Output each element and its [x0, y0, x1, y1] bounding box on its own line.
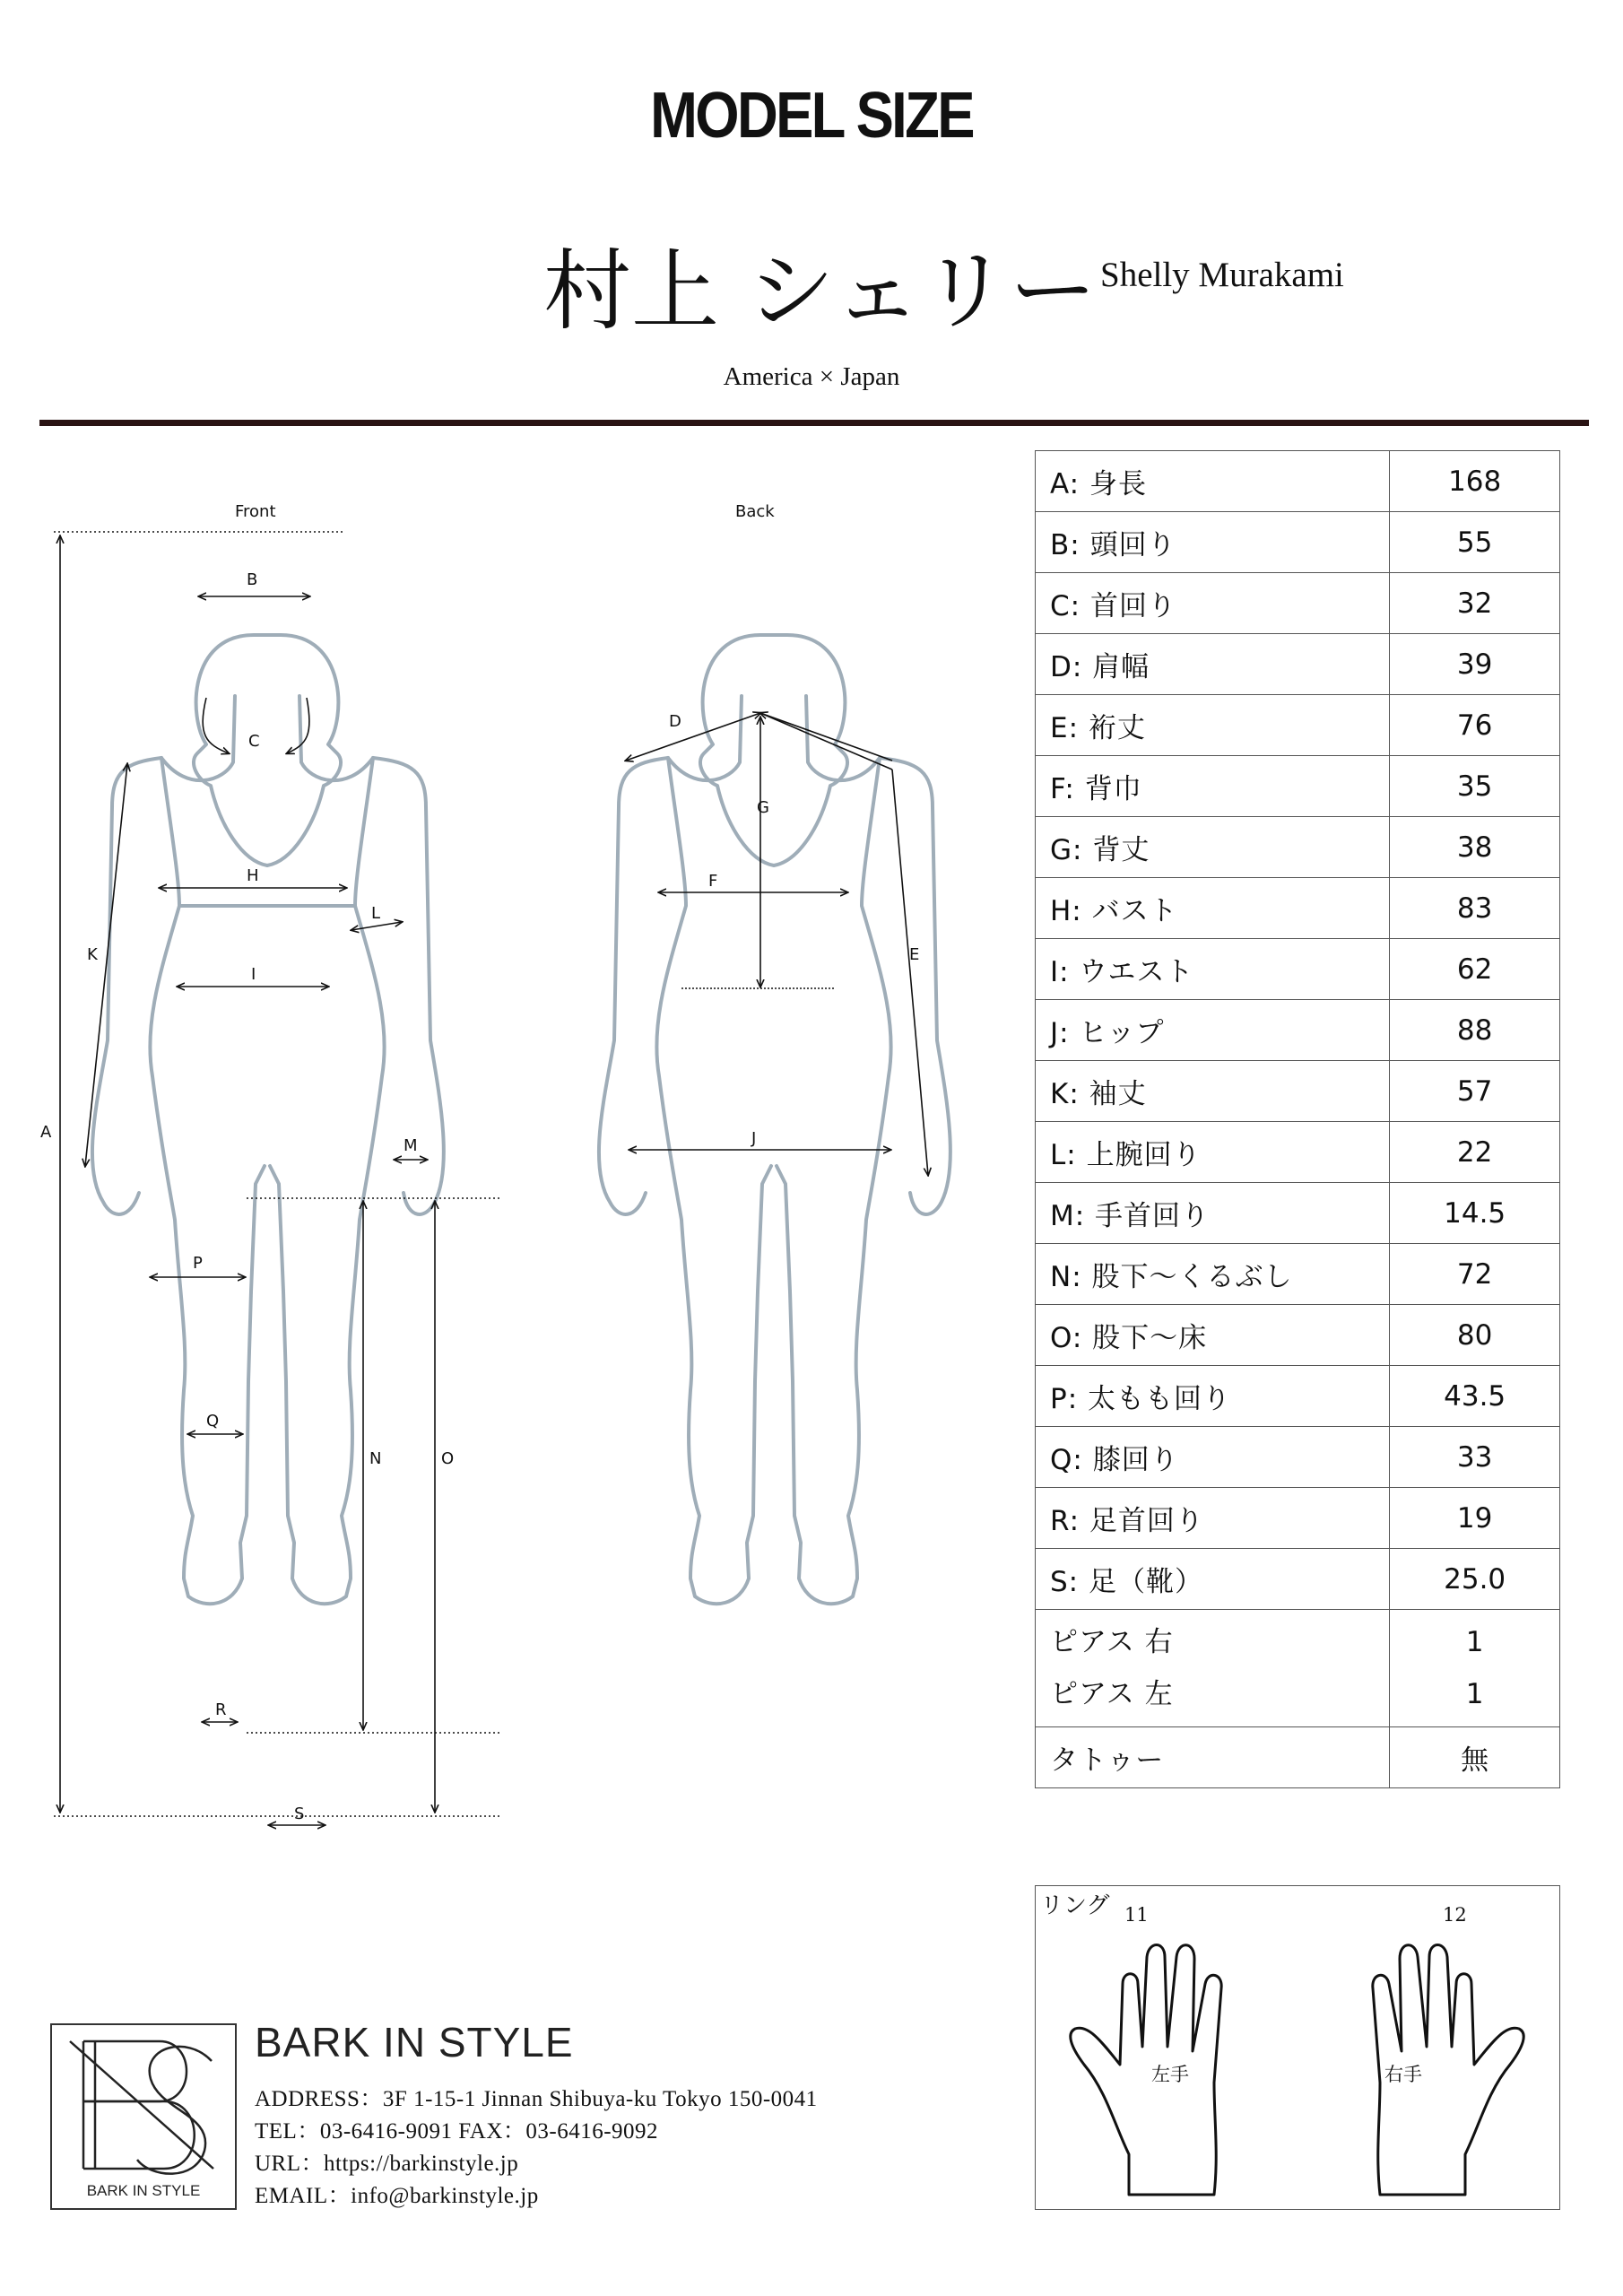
marker-n: N	[369, 1449, 382, 1468]
company-logo	[50, 2023, 237, 2210]
measurement-label: M: 手首回り	[1036, 1183, 1390, 1244]
model-name-en: Shelly Murakami	[1100, 256, 1344, 294]
measurement-label: D: 肩幅	[1036, 634, 1390, 695]
front-body-outline	[92, 635, 444, 1604]
piercing-left-label: ピアス 左	[1050, 1678, 1174, 1710]
measurement-label: J: ヒップ	[1036, 1000, 1390, 1061]
company-name: BARK IN STYLE	[255, 2019, 574, 2066]
company-tel-fax: TEL：03-6416-9091 FAX：03-6416-9092	[255, 2119, 659, 2144]
marker-d: D	[669, 712, 681, 731]
back-label: Back	[735, 502, 775, 521]
measurement-row	[1036, 695, 1560, 756]
measurement-label: Q: 膝回り	[1036, 1427, 1390, 1488]
measurement-value: 35	[1390, 756, 1560, 817]
header-divider	[39, 420, 1589, 426]
measurement-row	[1036, 573, 1560, 634]
right-hand-label: 右手	[1384, 2064, 1422, 2085]
marker-r: R	[215, 1700, 227, 1719]
measurement-label: P: 太もも回り	[1036, 1366, 1390, 1427]
measurement-row	[1036, 878, 1560, 939]
piercing-right-label: ピアス 右	[1050, 1626, 1174, 1658]
company-email[interactable]: EMAIL：info@barkinstyle.jp	[255, 2184, 539, 2208]
logo-text: BARK IN STYLE	[86, 2182, 201, 2199]
measurement-row	[1036, 1366, 1560, 1427]
measurement-row	[1036, 1427, 1560, 1488]
measurement-value: 19	[1390, 1488, 1560, 1549]
marker-a: A	[40, 1123, 52, 1142]
measurement-value: 43.5	[1390, 1366, 1560, 1427]
model-origin: America × Japan	[723, 362, 900, 391]
measurement-row	[1036, 1549, 1560, 1610]
right-ring-size: 12	[1443, 1904, 1467, 1926]
marker-l: L	[371, 904, 381, 923]
marker-c: C	[248, 732, 260, 751]
front-label: Front	[235, 502, 276, 521]
measurement-value: 55	[1390, 512, 1560, 573]
measurement-label: B: 頭回り	[1036, 512, 1390, 573]
measurement-label: R: 足首回り	[1036, 1488, 1390, 1549]
measurement-label: K: 袖丈	[1036, 1061, 1390, 1122]
piercing-row	[1036, 1610, 1560, 1727]
left-hand-label: 左手	[1151, 2064, 1189, 2085]
marker-p: P	[193, 1254, 203, 1273]
measurement-label: G: 背丈	[1036, 817, 1390, 878]
measurement-row	[1036, 1244, 1560, 1305]
measurement-row	[1036, 939, 1560, 1000]
marker-f: F	[708, 872, 718, 891]
hands-illustration	[1035, 1885, 1560, 2210]
marker-h: H	[247, 866, 259, 885]
marker-j: J	[751, 1129, 757, 1148]
bis-logo-icon	[52, 2025, 235, 2208]
measurement-value: 32	[1390, 573, 1560, 634]
marker-o: O	[441, 1449, 455, 1468]
marker-g: G	[757, 798, 769, 817]
piercing-left-value: 1	[1465, 1678, 1484, 1710]
body-measurement-diagram	[27, 484, 968, 1848]
measurement-value: 62	[1390, 939, 1560, 1000]
measurement-label: I: ウエスト	[1036, 939, 1390, 1000]
measurement-row	[1036, 1305, 1560, 1366]
measurement-row	[1036, 1000, 1560, 1061]
marker-e: E	[909, 945, 920, 964]
measurement-value: 57	[1390, 1061, 1560, 1122]
measurement-label: E: 裄丈	[1036, 695, 1390, 756]
measurement-value: 168	[1390, 451, 1560, 512]
measurement-row	[1036, 512, 1560, 573]
marker-q: Q	[206, 1412, 220, 1431]
marker-b: B	[247, 570, 258, 589]
tattoo-value: 無	[1390, 1727, 1560, 1788]
marker-k: K	[87, 945, 98, 964]
measurement-value: 25.0	[1390, 1549, 1560, 1610]
measurement-label: N: 股下～くるぶし	[1036, 1244, 1390, 1305]
marker-i: I	[251, 965, 256, 984]
left-hand-icon	[1071, 1945, 1221, 2196]
measurement-label: F: 背巾	[1036, 756, 1390, 817]
company-address: ADDRESS：3F 1-15-1 Jinnan Shibuya-ku Tokyo 150-0041	[255, 2087, 818, 2111]
measurement-value: 38	[1390, 817, 1560, 878]
page-title: MODEL SIZE	[650, 80, 973, 152]
measurement-row	[1036, 1122, 1560, 1183]
ring-label: リング	[1040, 1892, 1110, 1919]
measurement-label: S: 足（靴）	[1036, 1549, 1390, 1610]
tattoo-label: タトゥー	[1036, 1727, 1390, 1788]
model-name-jp: 村上 シェリー	[543, 240, 1098, 343]
marker-s: S	[294, 1805, 305, 1823]
measurement-value: 80	[1390, 1305, 1560, 1366]
piercing-right-value: 1	[1465, 1626, 1484, 1658]
measurement-label: C: 首回り	[1036, 573, 1390, 634]
measurement-value: 22	[1390, 1122, 1560, 1183]
measurement-label: O: 股下～床	[1036, 1305, 1390, 1366]
back-body-outline	[599, 635, 950, 1604]
measurement-row	[1036, 1183, 1560, 1244]
measurement-label: L: 上腕回り	[1036, 1122, 1390, 1183]
measurement-label: H: バスト	[1036, 878, 1390, 939]
measurement-row	[1036, 1061, 1560, 1122]
measurement-value: 88	[1390, 1000, 1560, 1061]
measurement-value: 76	[1390, 695, 1560, 756]
measurement-value: 72	[1390, 1244, 1560, 1305]
measurement-value: 14.5	[1390, 1183, 1560, 1244]
measurement-value: 39	[1390, 634, 1560, 695]
measurement-row	[1036, 451, 1560, 512]
tattoo-row	[1036, 1727, 1560, 1788]
measurement-label: A: 身長	[1036, 451, 1390, 512]
measurement-row	[1036, 1488, 1560, 1549]
measurement-table	[1035, 450, 1560, 1788]
measurement-value: 33	[1390, 1427, 1560, 1488]
marker-m: M	[404, 1136, 418, 1155]
measurement-row	[1036, 756, 1560, 817]
measurement-value: 83	[1390, 878, 1560, 939]
measurement-row	[1036, 634, 1560, 695]
measurement-row	[1036, 817, 1560, 878]
company-url[interactable]: URL：https://barkinstyle.jp	[255, 2152, 519, 2176]
left-ring-size: 11	[1124, 1904, 1149, 1926]
